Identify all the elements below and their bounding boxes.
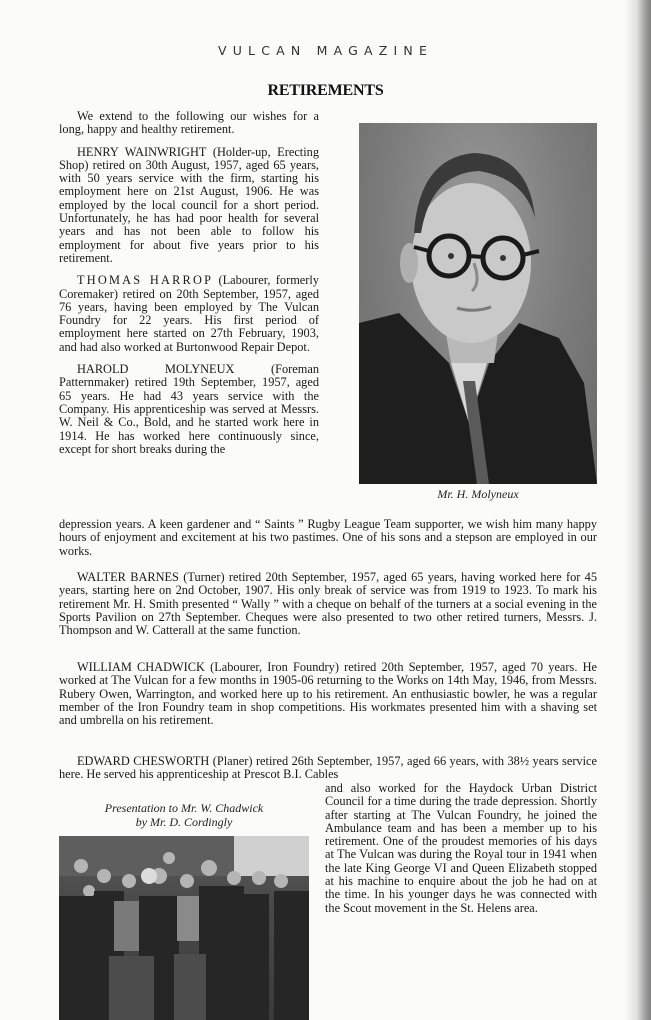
entry-body: (Planer) retired 26th September, 1957, aged 66 years, with 38½ years service here. He served his apprenticeship at Prescot B.I. Cables <box>59 754 597 782</box>
entry-name: THOMAS HARROP <box>77 273 214 288</box>
caption-line-2: by Mr. D. Cordingly <box>135 814 233 829</box>
portrait-illustration <box>359 123 597 484</box>
page-binding-shadow <box>625 0 651 1020</box>
magazine-masthead: VULCAN MAGAZINE <box>217 43 434 58</box>
entry-name: HAROLD MOLYNEUX <box>77 362 235 377</box>
entry-body: (Foreman Patternmaker) retired 19th September, 1957, aged 65 years. He had 43 years service with the Company. His apprenticeship was served at Messrs. W. Neil & Co., Bold, and he started work here in 1914. He has worked here continuously since, except for short breaks during the <box>59 362 319 456</box>
portrait-photo-molyneux <box>359 123 597 484</box>
entry-name: WILLIAM CHADWICK <box>77 660 205 674</box>
left-column-text <box>59 110 319 456</box>
entry-wainwright <box>59 146 319 266</box>
group-photo-chadwick-presentation <box>59 836 309 1020</box>
caption-chadwick <box>59 802 309 829</box>
entry-body-continued: and also worked for the Haydock Urban District Council for a time during the trade depression. Shortly after starting at The Vulcan Foundry, he joined the Ambulance team and has been a member up to his retirement. One of the proudest memories of his days at The Vulcan was during the Royal tour in 1941 when the late King George VI and Queen Elizabeth stopped at his machine to enquire about the job he had on at the time. In his younger days he was connected with the Scout movement in the St. Helens area. <box>325 781 597 915</box>
entry-molyneux <box>59 363 319 456</box>
entry-name: EDWARD CHESWORTH <box>77 754 210 768</box>
molyneux-continued <box>59 518 597 558</box>
entry-body: (Turner) retired 20th September, 1957, aged 65 years, having worked here for 45 years, starting here on 2nd October, 1907. His only break of service was from 1919 to 1923. To mark his retirement Mr. H. Smith presented “ Wally ” with a cheque on behalf of the turners at a social evening in the Sports Pavilion on 27th September. Cheques were also presented to two other retired turners, Messrs. J. Thompson and W. Catterall at the same function. <box>59 570 597 638</box>
entry-chesworth <box>59 755 597 782</box>
entry-chadwick <box>59 661 597 727</box>
caption-line-1: Presentation to Mr. W. Chadwick <box>104 801 264 815</box>
entry-body: (Labourer, Iron Foundry) retired 20th September, 1957, aged 70 years. He worked at The Vulcan for a few months in 1905-06 returning to the Works on 14th May, 1946, from Messrs. Rubery Owen, Warrington, and worked here up to his retirement. An enthusiastic bowler, he was a regular member of the Iron Foundry team in shop competitions. His workmates presented him with a shaving set and umbrella on his retirement. <box>59 660 597 728</box>
chesworth-continued <box>325 782 597 915</box>
entry-name: HENRY WAINWRIGHT <box>77 144 207 159</box>
entry-name: WALTER BARNES <box>77 570 179 584</box>
entry-body-continued: depression years. A keen gardener and “ Saints ” Rugby League Team supporter, we wish him many happy hours of enjoyment and excitement at his two pastimes. One of his sons and a stepson are employed in our works. <box>59 517 597 558</box>
page-title: RETIREMENTS <box>267 82 384 99</box>
caption-molyneux: Mr. H. Molyneux <box>437 487 519 501</box>
entry-harrop <box>59 274 319 354</box>
entry-barnes <box>59 571 597 637</box>
entry-body: (Holder-up, Erecting Shop) retired on 30th August, 1957, aged 65 years, with 50 years service with the firm, starting his employment here on 21st August, 1906. He was employed by the local council for a short period. Unfortunately, he has had poor health for several years and has not been able to follow his employment for about five years prior to his retirement. <box>59 144 319 265</box>
group-photo-illustration <box>59 836 309 1020</box>
entry-body: (Labourer, formerly Coremaker) retired on 20th September, 1957, aged 76 years, having been employed by The Vulcan Foundry for 22 years. His first period of employment here started on 27th February, 1903, and had also worked at Burtonwood Repair Depot. <box>59 273 319 354</box>
intro-paragraph: We extend to the following our wishes for a long, happy and healthy retirement. <box>59 109 319 137</box>
